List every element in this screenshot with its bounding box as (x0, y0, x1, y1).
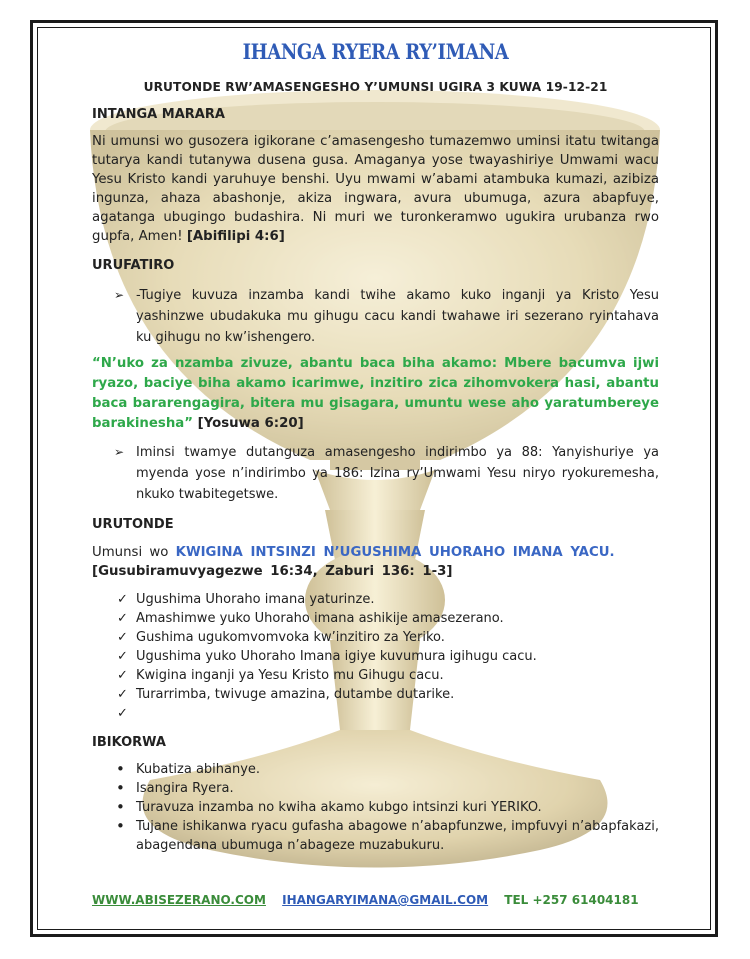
action-item-text: Tujane ishikanwa ryacu gufasha abagowe n’abapfunzwe, impfuvyi n’abapfakazi, abagendana ubumuga n’abageze muzabukuru. (136, 819, 659, 853)
list-item (92, 647, 659, 666)
document-title: IHANGA RYERA RY’IMANA (242, 39, 509, 64)
foundation-heading: URUFATIRO (92, 258, 175, 273)
intro-heading: INTANGA MARARA (92, 107, 225, 122)
footer (92, 893, 652, 907)
intro-paragraph (92, 132, 659, 246)
prayer-check-list (92, 590, 659, 723)
action-item-text: Kubatiza abihanye. (136, 762, 261, 777)
bullet-icon: • (116, 817, 125, 835)
arrow-bullet-icon: ➢ (114, 445, 125, 459)
bullet-icon: • (116, 760, 125, 778)
quote-reference: [Yosuwa 6:20] (193, 416, 304, 431)
phone-number: TEL +257 61404181 (504, 893, 639, 907)
prayer-item-text: Kwigina inganji ya Yesu Kristo mu Gihugu cacu. (136, 668, 444, 683)
prayer-item-text: Ugushima Uhoraho imana yaturinze. (136, 592, 375, 607)
check-mark-icon: ✓ (117, 668, 128, 683)
foundation-list (92, 285, 659, 348)
list-item (92, 285, 659, 348)
check-mark-icon: ✓ (117, 706, 128, 721)
actions-heading: IBIKORWA (92, 735, 166, 750)
theme-lead: Umunsi wo (92, 545, 176, 560)
list-item (92, 666, 659, 685)
theme-title: KWIGINA INTSINZI N’UGUSHIMA UHORAHO IMANA YACU. (175, 545, 615, 560)
prayer-item-text: Ugushima yuko Uhoraho Imana igiye kuvumura igihugu cacu. (136, 649, 537, 664)
check-mark-icon: ✓ (117, 611, 128, 626)
intro-reference: [Abifilipi 4:6] (186, 229, 285, 244)
bullet-icon: • (116, 798, 125, 816)
prayer-item-text: Gushima ugukomvomvoka kw’inzitiro za Yeriko. (136, 630, 445, 645)
list-item (92, 590, 659, 609)
prayer-item-text: Amashimwe yuko Uhoraho imana ashikije amasezerano. (136, 611, 504, 626)
list-item (92, 704, 659, 723)
list-item (92, 609, 659, 628)
list-item (92, 817, 659, 855)
theme-paragraph (92, 543, 659, 581)
website-link[interactable]: WWW.ABISEZERANO.COM (92, 893, 266, 907)
check-mark-icon: ✓ (117, 630, 128, 645)
document-body (92, 30, 659, 855)
list-item (92, 685, 659, 704)
check-mark-icon: ✓ (117, 649, 128, 664)
hymn-item-text: Iminsi twamye dutanguza amasengesho indirimbo ya 88: Yanyishuriye ya myenda yose n’indirimbo ya 186: Izina ry’Umwami Yesu niryo ryokuremesha, nkuko twabitegetswe. (136, 445, 659, 502)
check-mark-icon: ✓ (117, 687, 128, 702)
hymn-list (92, 442, 659, 505)
list-item (92, 760, 659, 779)
action-item-text: Isangira Ryera. (136, 781, 234, 796)
email-link[interactable]: IHANGARYIMANA@GMAIL.COM (282, 893, 489, 907)
foundation-item-text: -Tugiye kuvuza inzamba kandi twihe akamo kuko inganji ya Kristo Yesu yashinzwe ubudakuka mu gihugu cacu kandi twahawe iri sezerano ryintahava ku gihugu no kw’ishengero. (136, 288, 659, 345)
list-item (92, 628, 659, 647)
document-subtitle: URUTONDE RW’AMASENGESHO Y’UMUNSI UGIRA 3 KUWA 19-12-21 (143, 80, 608, 94)
list-item (92, 442, 659, 505)
list-item (92, 779, 659, 798)
actions-list (92, 760, 659, 855)
list-item (92, 798, 659, 817)
quote-text: “N’uko za nzamba zivuze, abantu baca biha akamo: Mbere bacumva ijwi ryazo, baciye biha akamo icarimwe, inzitiro zica zihomvokera hasi, abantu baca bararengagira, bitera mu gisagara, umuntu wese aho yaratumbereye barakinesha” (92, 356, 659, 431)
scripture-quote (92, 354, 659, 434)
bullet-icon: • (116, 779, 125, 797)
check-mark-icon: ✓ (117, 592, 128, 607)
arrow-bullet-icon: ➢ (114, 288, 125, 302)
intro-text: Ni umunsi wo gusozera igikorane c’amasengesho tumazemwo uminsi itatu twitanga tutarya kandi tutanywa dusena gusa. Amaganya yose twayashiriye Umwami wacu Yesu Kristo kandi yaruhuye benshi. Uyu mwami w’abami atambuka kumazi, azibiza ingunza, ahaza abashonje, akiza ingwara, avura ubumuga, azura abapfuye, agatanga ubugingo budashira. Ni muri we turonkeramwo ugukira urubanza rwo gupfa, Amen! (92, 134, 659, 244)
list-heading: URUTONDE (92, 517, 174, 532)
action-item-text: Turavuza inzamba no kwiha akamo kubgo intsinzi kuri YERIKO. (136, 800, 542, 815)
prayer-item-text: Turarrimba, twivuge amazina, dutambe dutarike. (136, 687, 455, 702)
theme-references: [Gusubiramuvyagezwe 16:34, Zaburi 136: 1-3] (92, 564, 453, 579)
